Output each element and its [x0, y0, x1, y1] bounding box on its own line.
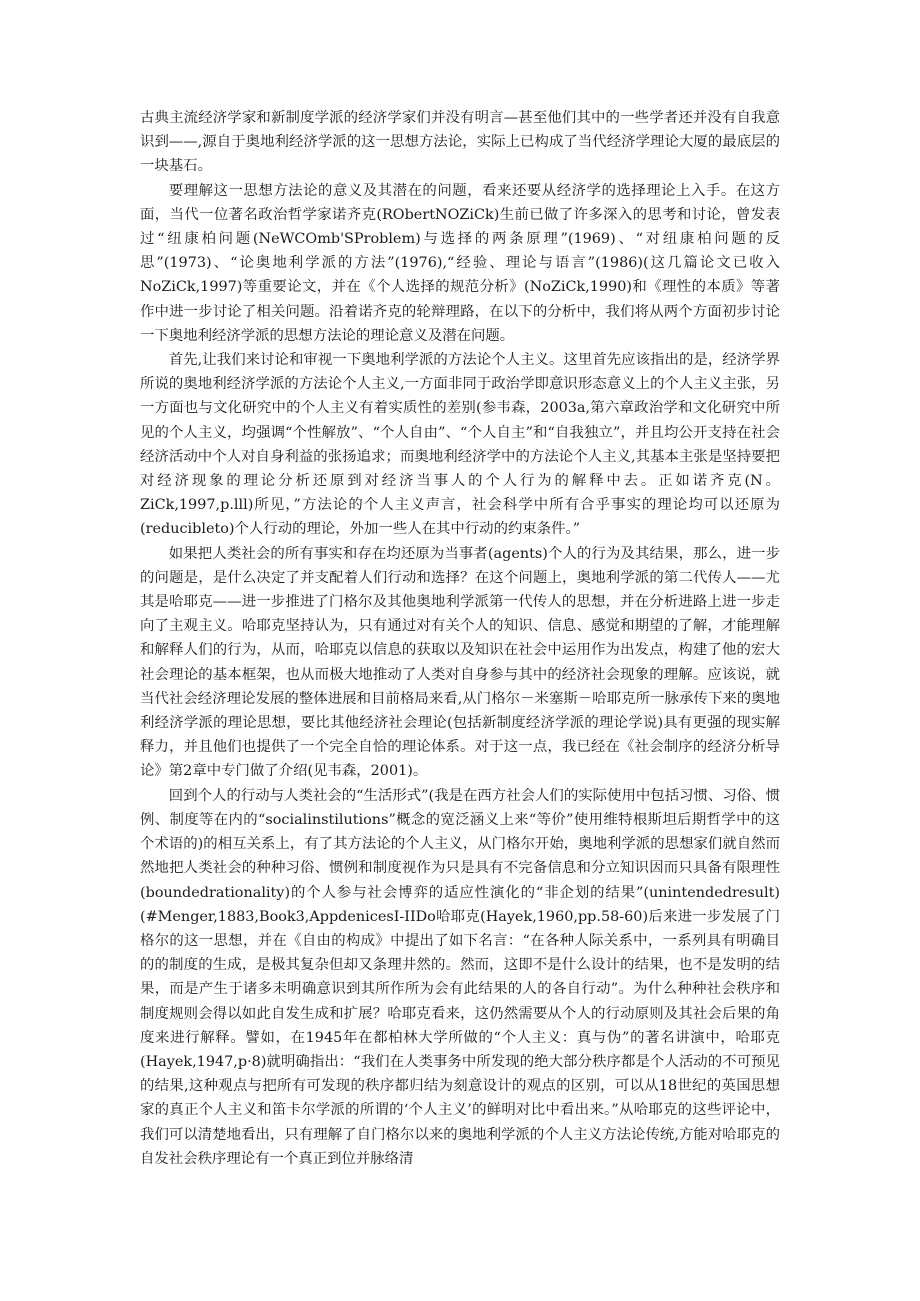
- paragraph-subjectivism: 如果把人类社会的所有事实和存在均还原为当事者(agents)个人的行为及其结果，那么，进一步的问题是，是什么决定了并支配着人们行动和选择？在这个问题上，奥地利学派的第二代传人——尤其是哈耶克——进一步推进了门格尔及其他奥地利学派第一代传人的思想，并在分析进路上进一步走向了主观主义。哈耶克坚持认为，只有通过对有关个人的知识、信息、感觉和期望的了解，才能理解和解释人们的行为，从而，哈耶克以信息的获取以及知识在社会中运用作为出发点，构建了他的宏大社会理论的基本框架，也从而极大地推动了人类对自身参与其中的经济社会现象的理解。应该说，就当代社会经济理论发展的整体进展和目前格局来看,从门格尔－米塞斯－哈耶克所一脉承传下来的奥地利经济学派的理论思想，要比其他经济社会理论(包括新制度经济学派的理论学说)具有更强的现实解释力，并且他们也提供了一个完全自恰的理论体系。对于这一点，我已经在《社会制序的经济分析导论》第2章中专门做了介绍(见韦森，2001)。: [140, 545, 780, 780]
- paragraph-choice-theory: 要理解这一思想方法论的意义及其潜在的问题，看来还要从经济学的选择理论上入手。在这方面，当代一位著名政治哲学家诺齐克(RObertNOZiCk)生前已做了许多深入的思考和讨论，曾发表过“纽康柏问题(NeWCOmb'SProblem)与选择的两条原理”(1969)、“对纽康柏问题的反思”(1973)、“论奥地利学派的方法”(1976),“经验、理论与语言”(1986)(这几篇论文已收入NoZiCk,1997)等重要论文，并在《个人选择的规范分析》(NoZiCk,1990)和《理性的本质》等著作中进一步讨论了相关问题。沿着诺齐克的轮辩理路，在以下的分析中，我们将从两个方面初步讨论一下奥地利经济学派的思想方法论的理论意义及潜在问题。: [140, 182, 780, 344]
- paragraph-continuation: 古典主流经济学家和新制度学派的经济学家们并没有明言—甚至他们其中的一些学者还并没有自我意识到——,源自于奥地利经济学派的这一思想方法论，实际上已构成了当代经济学理论大厦的最底层的一块基石。: [140, 110, 780, 175]
- paragraph-spontaneous-order: 回到个人的行动与人类社会的“生活形式”(我是在西方社会人们的实际使用中包括习惯、习俗、惯例、制度等在内的“socialinstilutions”概念的宽泛涵义上来“等价”使用维特根斯坦后期哲学中的这个术语的)的相互关系上，有了其方法论的个人主义，从门格尔开始，奥地利学派的思想家们就自然而然地把人类社会的种种习俗、惯例和制度视作为只是具有不完备信息和分立知识因而只具备有限理性(boundedrationality)的个人参与社会博弈的适应性演化的“非企划的结果”(unintendedresult)(#Menger,1883,Book3,AppdenicesI-IIDo哈耶克(Hayek,1960,pp.58-60)后来进一步发展了门格尔的这一思想，并在《自由的构成》中提出了如下名言：“在各种人际关系中，一系列具有明确目的的制度的生成，是极其复杂但却又条理井然的。然而，这即不是什么设计的结果，也不是发明的结果，而是产生于诸多未明确意识到其所作所为会有此结果的人的各自行动”。为什么种种社会秩序和制度规则会得以如此自发生成和扩展？哈耶克看来，这仍然需要从个人的行动原则及其社会后果的角度来进行解释。譬如，在1945年在都柏林大学所做的“个人主义：真与伪”的著名讲演中，哈耶克(Hayek,1947,p·8)就明确指出：“我们在人类事务中所发现的绝大部分秩序都是个人活动的不可预见的结果,这种观点与把所有可发现的秩序都归结为刻意设计的观点的区别，可以从18世纪的英国思想家的真正个人主义和笛卡尔学派的所谓的‘个人主义’的鲜明对比中看出来。”从哈耶克的这些评论中，我们可以清楚地看出，只有理解了自门格尔以来的奥地利学派的个人主义方法论传统,方能对哈耶克的自发社会秩序理论有一个真正到位并脉络清: [140, 787, 780, 1167]
- paragraph-methodological-individualism: 首先,让我们来讨论和审视一下奥地利学派的方法论个人主义。这里首先应该指出的是，经济学界所说的奥地利经济学派的方法论个人主义,一方面非同于政治学即意识形态意义上的个人主义主张，另一方面也与文化研究中的个人主义有着实质性的差别(参韦森，2003a,第六章政治学和文化研究中所见的个人主义，均强调“个性解放”、“个人自由”、“个人自主”和“自我独立”，并且均公开支持在社会经济活动中个人对自身利益的张扬追求；而奥地利经济学中的方法论个人主义,其基本主张是坚持要把对经济现象的理论分析还原到对经济当事人的个人行为的解释中去。正如诺齐克(N。ZiCk,1997,p.lll)所见，”方法论的个人主义声言，社会科学中所有合乎事实的理论均可以还原为(reducibleto)个人行动的理论，外加一些人在其中行动的约束条件。”: [140, 352, 780, 538]
- document-body: [140, 106, 780, 1171]
